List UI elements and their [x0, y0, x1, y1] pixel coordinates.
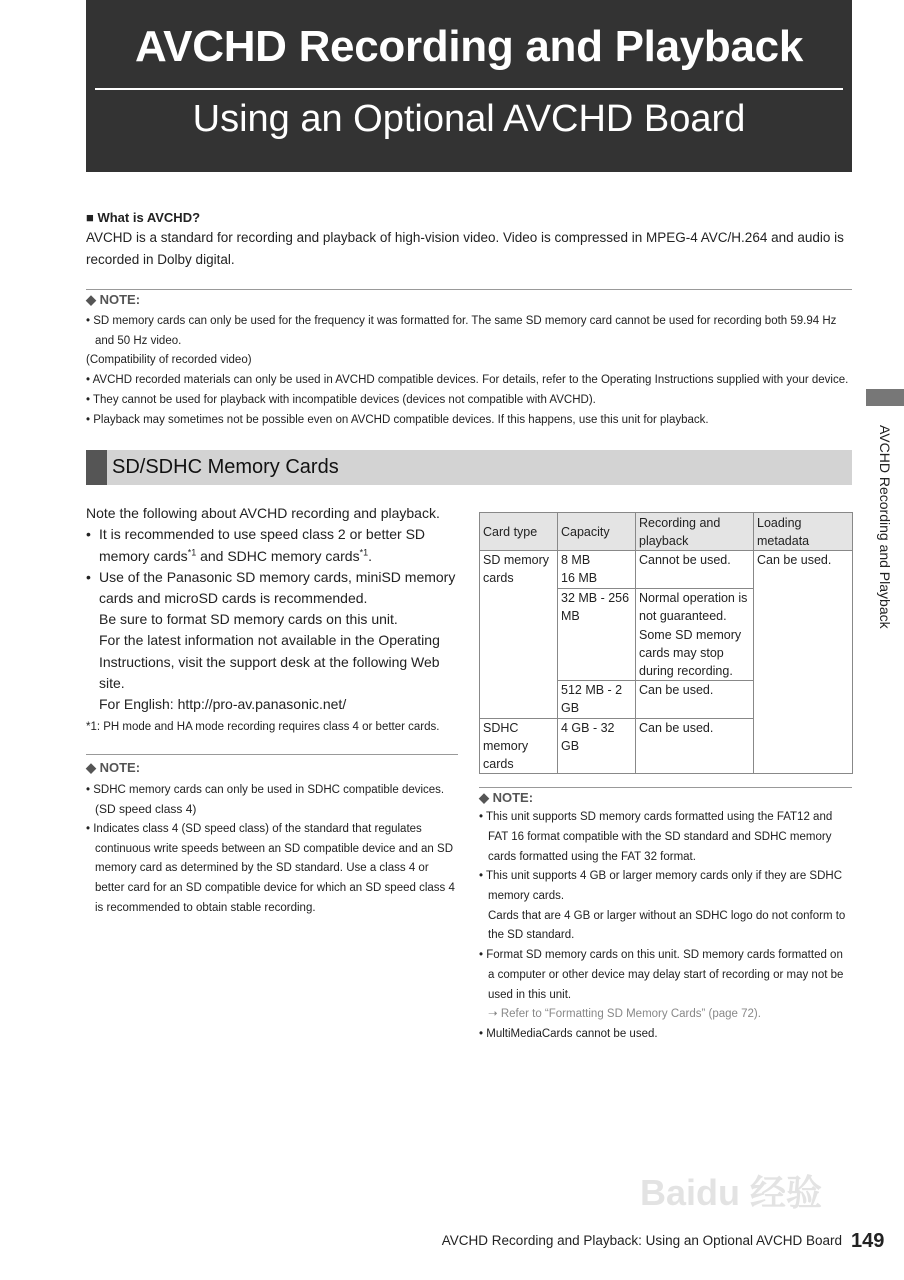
divider: [479, 787, 852, 788]
what-heading: ■ What is AVCHD?: [86, 210, 201, 225]
footnote: *1: PH mode and HA mode recording requires class 4 or better cards.: [86, 721, 440, 734]
col-header: Capacity: [558, 513, 636, 551]
text: For the latest information not available in the Operating Instructions, visit the support desk at the following Web site.: [99, 632, 440, 691]
footer-text: AVCHD Recording and Playback: Using an Optional AVCHD Board: [441, 1233, 842, 1248]
cell: 32 MB - 256 MB: [558, 589, 636, 681]
note-item: • Format SD memory cards on this unit. SD memory cards formatted on a computer or other device may delay start of recording or may not be used in this unit.: [479, 946, 852, 1005]
text: .: [368, 547, 372, 564]
header-divider: [95, 88, 843, 90]
table-header: [480, 513, 853, 551]
left-column: [86, 503, 458, 1044]
right-column: [479, 512, 852, 1044]
page-number: 149: [851, 1230, 885, 1252]
divider: [86, 289, 852, 290]
page-title: AVCHD Recording and Playback: [134, 22, 804, 71]
page-subtitle: Using an Optional AVCHD Board: [192, 98, 746, 140]
section-marker: [86, 450, 107, 485]
cell: 512 MB - 2 GB: [558, 681, 636, 718]
note-item: • Indicates class 4 (SD speed class) of the standard that regulates continuous write speeds between an SD compatible device and an SD memory card as determined by the SD standard. Use a class 4 or better card for an SD compatible device for which an SD speed class 4 is recommended to obtain stable recording.: [86, 820, 458, 919]
cell: 4 GB - 32 GB: [558, 718, 636, 774]
col-header: Recording and playback: [636, 513, 754, 551]
cell: SDHC memory cards: [480, 718, 558, 774]
footnote-ref: *1: [359, 546, 369, 557]
cell: 8 MB 16 MB: [558, 551, 636, 589]
cell: Can be used.: [636, 681, 754, 718]
cell: Can be used.: [754, 551, 853, 774]
note-item: • Playback may sometimes not be possible even on AVCHD compatible devices. If this happens, use this unit for playback.: [86, 411, 852, 431]
bullet-speed-class: [86, 524, 458, 566]
bullet-panasonic: [86, 567, 458, 715]
text: and SDHC memory cards: [196, 547, 360, 564]
note-3: [479, 790, 852, 1044]
note-1: [86, 292, 852, 430]
note-2: [86, 757, 458, 918]
content: [86, 210, 852, 1045]
note-item: Cards that are 4 GB or larger without an SDHC logo do not conform to the SD standard.: [488, 909, 846, 942]
note-item: • They cannot be used for playback with incompatible devices (devices not compatible with AVCHD).: [86, 391, 852, 411]
cell: Cannot be used.: [636, 551, 754, 589]
cell: Normal operation is not guaranteed. Some SD memory cards may stop during recording.: [636, 589, 754, 681]
section-title: SD/SDHC Memory Cards: [112, 456, 339, 479]
table-row: [480, 551, 853, 589]
website-link[interactable]: For English: http://pro-av.panasonic.net/: [99, 696, 347, 713]
section-header: [86, 450, 852, 485]
text: Be sure to format SD memory cards on this unit.: [99, 611, 398, 628]
footnote-ref: *1: [187, 546, 197, 557]
col-header: Loading metadata: [754, 513, 853, 551]
note-item: (SD speed class 4): [95, 802, 197, 817]
card-table: [479, 512, 853, 774]
note-item: (Compatibility of recorded video): [86, 354, 252, 367]
intro: Note the following about AVCHD recording and playback.: [86, 505, 440, 522]
note-item: • SDHC memory cards can only be used in SDHC compatible devices.: [86, 781, 458, 801]
note-heading: ◆ NOTE:: [86, 292, 141, 307]
page-reference-link[interactable]: ➝ Refer to “Formatting SD Memory Cards” (page 72).: [488, 1008, 761, 1021]
text: It is recommended to use speed class 2 or better SD memory cards: [99, 526, 426, 564]
cell: Can be used.: [636, 718, 754, 774]
note-heading: ◆ NOTE:: [86, 760, 141, 776]
note-item: • This unit supports SD memory cards formatted using the FAT12 and FAT 16 format compatible with the SD standard and SDHC memory cards formatted using the FAT 32 format.: [479, 808, 852, 867]
text: • Use of the Panasonic SD memory cards, miniSD memory cards and microSD cards is recommended.: [99, 568, 456, 607]
note-item: • MultiMediaCards cannot be used.: [479, 1025, 852, 1045]
col-header: Card type: [480, 513, 558, 551]
note-item: • This unit supports 4 GB or larger memory cards only if they are SDHC memory cards.: [479, 867, 852, 906]
note-item: • SD memory cards can only be used for the frequency it was formatted for. The same SD memory card cannot be used for recording both 59.94 Hz and 50 Hz video.: [86, 312, 852, 351]
side-tab-label: AVCHD Recording and Playback: [877, 425, 893, 629]
note-heading: ◆ NOTE:: [479, 790, 534, 806]
side-tab-marker: [866, 389, 904, 406]
header-banner: [86, 0, 852, 172]
divider: [86, 754, 458, 755]
two-columns: [86, 503, 852, 1044]
cell: SD memory cards: [480, 551, 558, 718]
what-body: AVCHD is a standard for recording and playback of high-vision video. Video is compressed in MPEG-4 AVC/H.264 and audio is recorded in Dolby digital.: [86, 230, 844, 267]
note-item: • AVCHD recorded materials can only be used in AVCHD compatible devices. For details, refer to the Operating Instructions supplied with your device.: [86, 371, 852, 391]
watermark: Baidu 经验: [640, 1172, 823, 1213]
